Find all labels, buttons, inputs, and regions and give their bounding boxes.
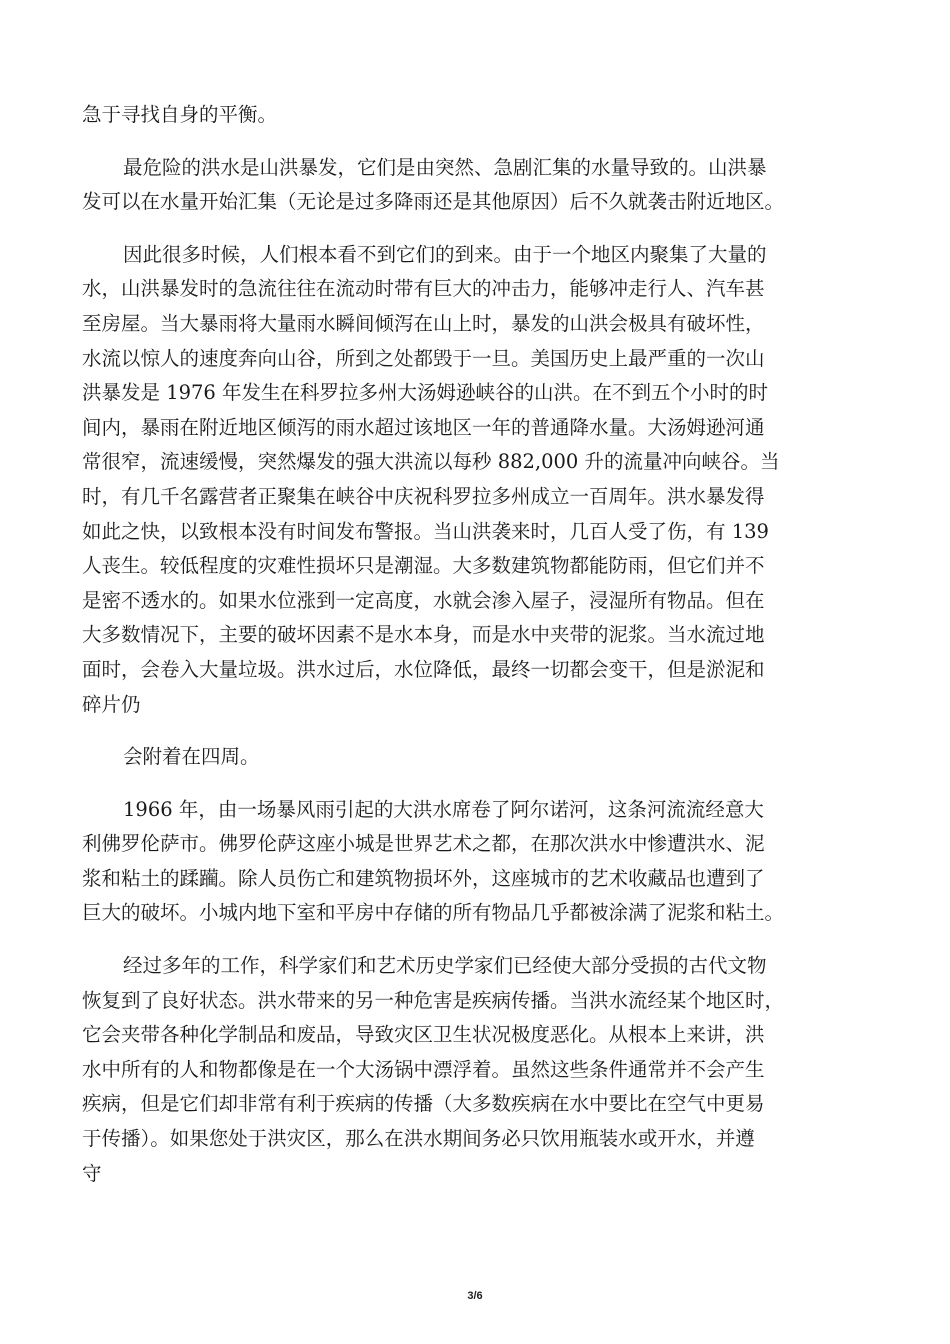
paragraph-1	[82, 98, 877, 133]
paragraph-4	[82, 740, 877, 775]
text-line: 大多数情况下，主要的破坏因素不是水本身，而是水中夹带的泥浆。当水流过地	[82, 623, 765, 647]
text-line: 浆和粘土的蹂躏。除人员伤亡和建筑物损坏外，这座城市的艺术收藏品也遭到了	[82, 866, 765, 890]
text-line: 洪暴发是 1976 年发生在科罗拉多州大汤姆逊峡谷的山洪。在不到五个小时的时	[82, 381, 769, 405]
text-line: 于传播）。如果您处于洪灾区，那么在洪水期间务必只饮用瓶装水或开水，并遵	[82, 1127, 755, 1151]
text-line: 至房屋。当大暴雨将大量雨水瞬间倾泻在山上时，暴发的山洪会极具有破坏性，	[82, 311, 765, 335]
text-line: 它会夹带各种化学制品和废品，导致灾区卫生状况极度恶化。从根本上来讲，洪	[82, 1023, 765, 1047]
text-line: 疾病，但是它们却非常有利于疾病的传播（大多数疾病在水中要比在空气中更易	[82, 1092, 765, 1116]
text-line: 间内，暴雨在附近地区倾泻的雨水超过该地区一年的普通降水量。大汤姆逊河通	[82, 415, 765, 439]
text-line: 经过多年的工作，科学家们和艺术历史学家们已经使大部分受损的古代文物	[123, 954, 767, 978]
text-line: 水，山洪暴发时的急流往往在流动时带有巨大的冲击力，能够冲走行人、汽车甚	[82, 277, 765, 301]
paragraph-5	[82, 793, 877, 931]
paragraph-3	[82, 238, 877, 722]
text-line: 水中所有的人和物都像是在一个大汤锅中漂浮着。虽然这些条件通常并不会产生	[82, 1057, 765, 1081]
text-line: 巨大的破坏。小城内地下室和平房中存储的所有物品几乎都被涂满了泥浆和粘土。	[82, 901, 785, 925]
text-line: 守	[82, 1161, 102, 1185]
text-line: 因此很多时候，人们根本看不到它们的到来。由于一个地区内聚集了大量的	[123, 242, 767, 266]
text-line: 面时，会卷入大量垃圾。洪水过后，水位降低，最终一切都会变干，但是淤泥和	[82, 657, 765, 681]
document-body	[82, 98, 877, 1209]
paragraph-2	[82, 151, 877, 220]
text-line: 常很窄，流速缓慢，突然爆发的强大洪流以每秒 882,000 升的流量冲向峡谷。当	[82, 450, 780, 474]
text-line: 恢复到了良好状态。洪水带来的另一种危害是疾病传播。当洪水流经某个地区时，	[82, 988, 785, 1012]
text-line: 人丧生。较低程度的灾难性损坏只是潮湿。大多数建筑物都能防雨，但它们并不	[82, 554, 765, 578]
text-line: 利佛罗伦萨市。佛罗伦萨这座小城是世界艺术之都，在那次洪水中惨遭洪水、泥	[82, 832, 765, 856]
paragraph-6	[82, 949, 877, 1191]
text-line: 发可以在水量开始汇集（无论是过多降雨还是其他原因）后不久就袭击附近地区。	[82, 190, 785, 214]
text-line: 如此之快，以致根本没有时间发布警报。当山洪袭来时，几百人受了伤，有 139	[82, 519, 769, 543]
text-line: 1966 年，由一场暴风雨引起的大洪水席卷了阿尔诺河，这条河流流经意大	[123, 797, 764, 821]
text-line: 时，有几千名露营者正聚集在峡谷中庆祝科罗拉多州成立一百周年。洪水暴发得	[82, 484, 765, 508]
page-number: 3/6	[467, 1290, 483, 1302]
text-line: 会附着在四周。	[123, 745, 260, 769]
text-line: 急于寻找自身的平衡。	[82, 103, 278, 126]
text-line: 最危险的洪水是山洪暴发，它们是由突然、急剧汇集的水量导致的。山洪暴	[123, 155, 767, 179]
text-line: 碎片仍	[82, 692, 141, 716]
text-line: 水流以惊人的速度奔向山谷，所到之处都毁于一旦。美国历史上最严重的一次山	[82, 346, 765, 370]
text-line: 是密不透水的。如果水位涨到一定高度，水就会渗入屋子，浸湿所有物品。但在	[82, 588, 765, 612]
